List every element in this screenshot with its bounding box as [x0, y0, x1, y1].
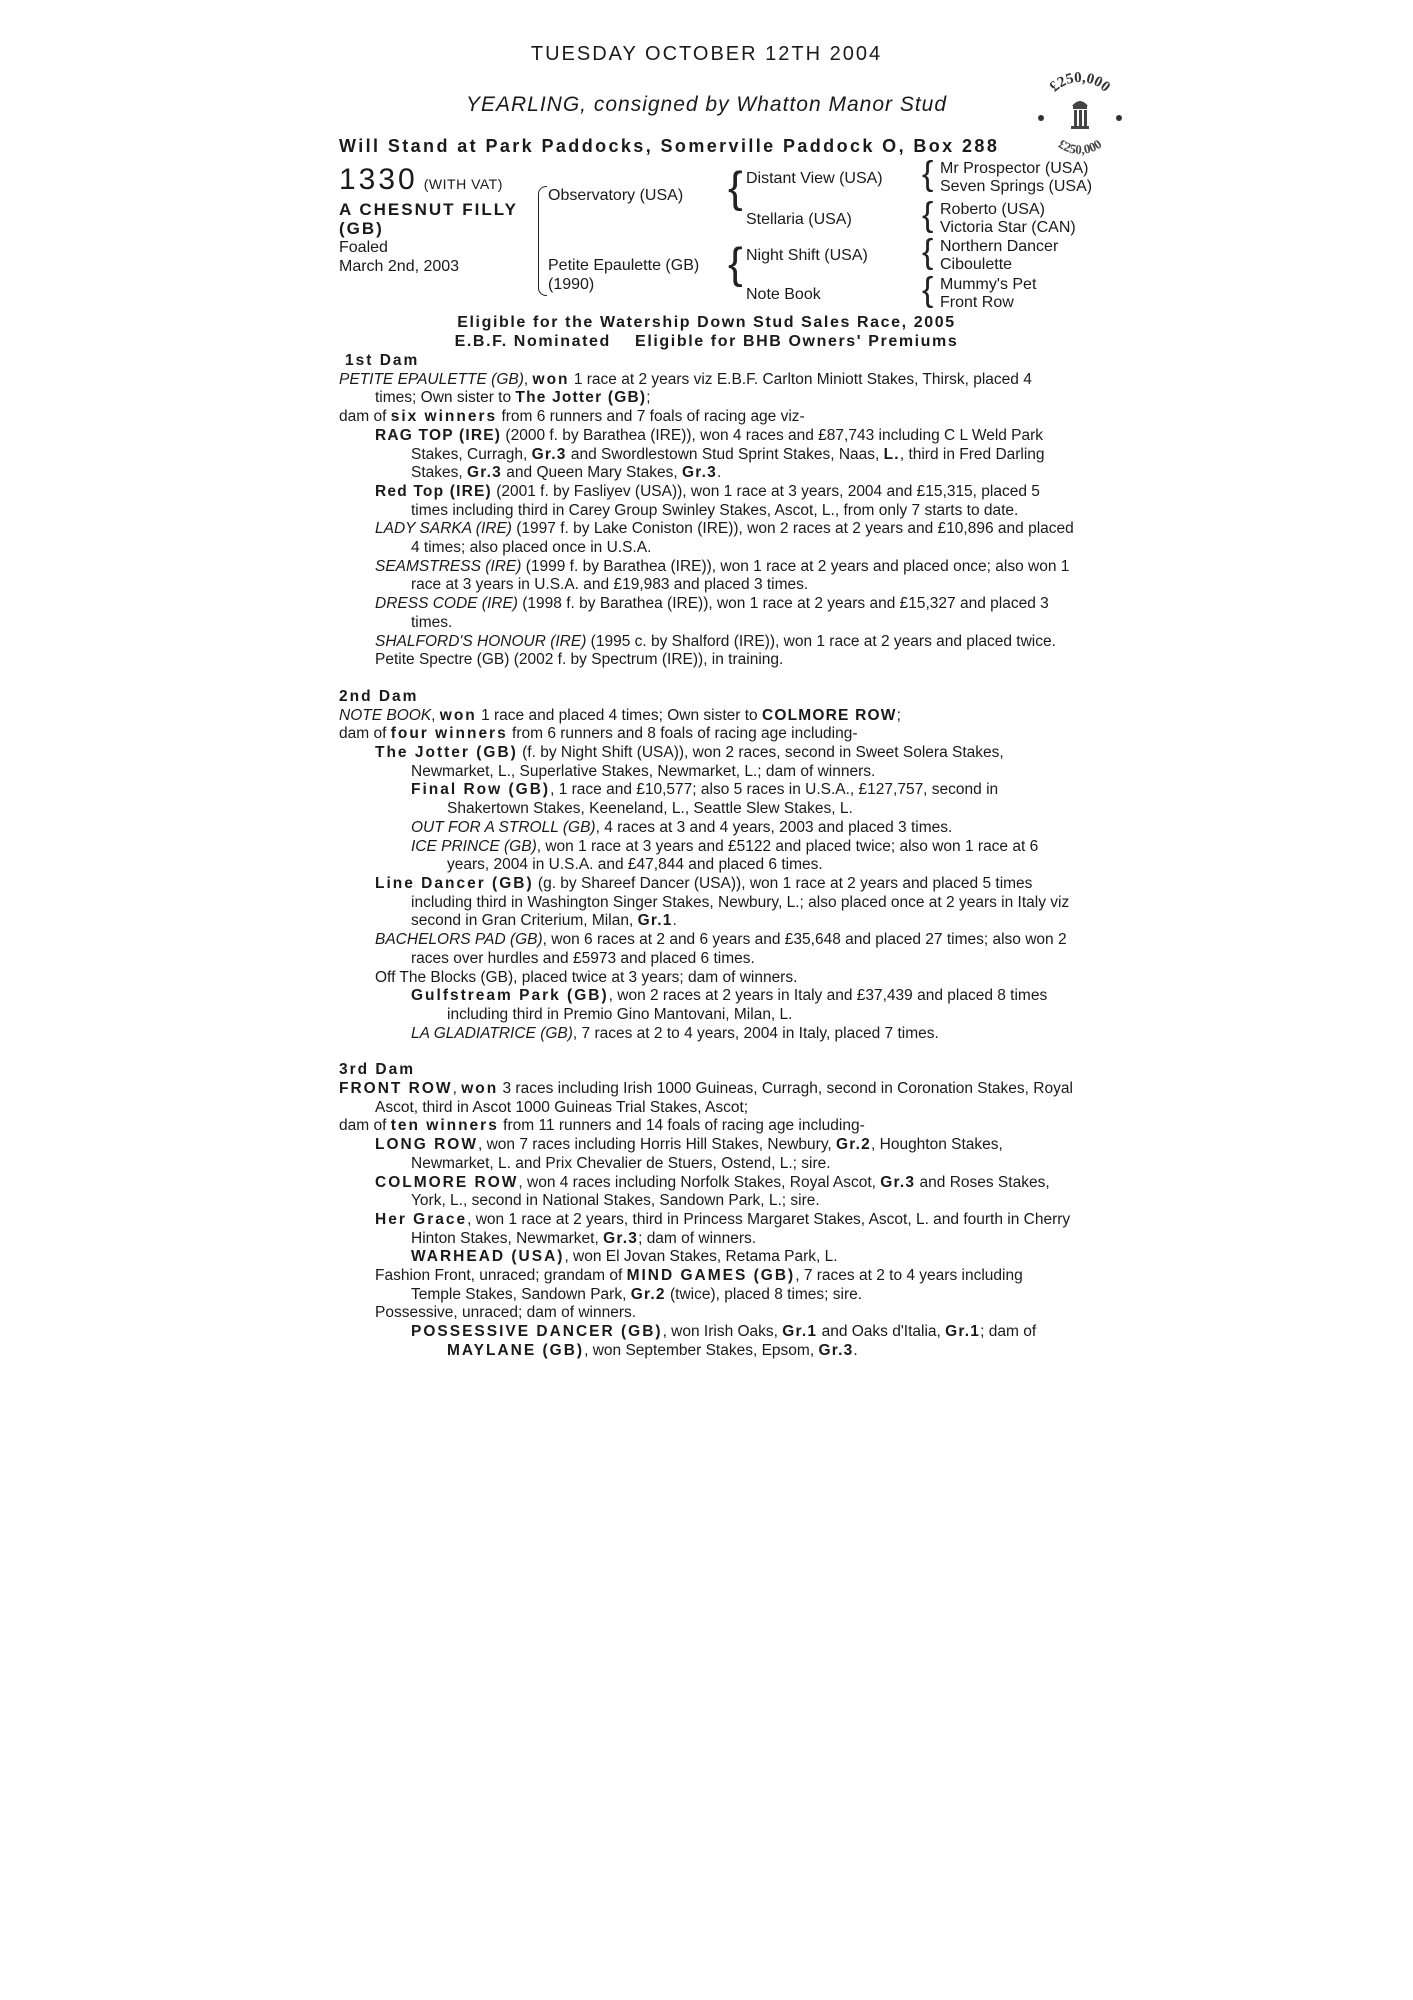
produce-lady-sarka: LADY SARKA (IRE) (1997 f. by Lake Coniston (IRE)), won 2 races at 2 years and £10,896 and placed 4 times; also placed once in U.S.A. [375, 520, 1074, 557]
second-dam-intro: NOTE BOOK, won 1 race and placed 4 times; Own sister to COLMORE ROW; [339, 706, 901, 724]
pedigree-brace-g4: { [922, 271, 934, 309]
produce-dress-code: DRESS CODE (IRE) (1998 f. by Barathea (IRE)), won 1 race at 2 years and £15,327 and placed 3 times. [375, 595, 1049, 631]
svg-text:£250,000: £250,000 [1046, 69, 1114, 96]
pedigree-ggp-4: Victoria Star (CAN) [940, 219, 1076, 236]
horse-origin: (GB) [339, 219, 384, 238]
produce-out-for-a-stroll: OUT FOR A STROLL (GB), 4 races at 3 and 4 years, 2003 and placed 3 times. [411, 818, 953, 836]
svg-text:£250,000: £250,000 [1055, 136, 1105, 156]
produce-la-gladiatrice: LA GLADIATRICE (GB), 7 races at 2 to 4 years, 2004 in Italy, placed 7 times. [411, 1024, 939, 1042]
produce-red-top: Red Top (IRE) (2001 f. by Fasliyev (USA)), won 1 race at 3 years, 2004 and £15,315, placed 5 times including third in Carey Group Swinley Stakes, Ascot, L., from only 7 starts to date. [375, 482, 1040, 519]
lot-number-line [339, 163, 503, 197]
consignor-line: YEARLING, consigned by Whatton Manor Stud [465, 93, 948, 116]
pedigree-sire-dam: Stellaria (USA) [746, 211, 852, 228]
pedigree-ggp-6: Ciboulette [940, 256, 1013, 273]
pedigree-brace-g1: { [922, 155, 934, 193]
pedigree-ggp-7: Mummy's Pet [940, 276, 1037, 293]
first-dam-heading: 1st Dam [345, 352, 420, 369]
pedigree-ggp-8: Front Row [940, 294, 1014, 311]
produce-her-grace: Her Grace, won 1 race at 2 years, third in Princess Margaret Stakes, Ascot, L. and fourth in Cherry Hinton Stakes, Newmarket, Gr.3; dam of winners. [375, 1210, 1071, 1247]
first-dam-section [339, 352, 1074, 1361]
vat-note: (WITH VAT) [423, 176, 503, 192]
produce-bachelors-pad: BACHELORS PAD (GB), won 6 races at 2 and 6 years and £35,648 and placed 27 times; also won 2 races over hurdles and £5973 and placed 6 times. [375, 931, 1067, 967]
second-dam-heading: 2nd Dam [339, 687, 419, 705]
produce-off-the-blocks: Off The Blocks (GB), placed twice at 3 years; dam of winners. [375, 968, 798, 986]
produce-warhead: WARHEAD (USA), won El Jovan Stakes, Retama Park, L. [411, 1248, 838, 1266]
pedigree-brace-main [538, 186, 547, 296]
third-dam-heading: 3rd Dam [339, 1061, 416, 1079]
foaled-date: March 2nd, 2003 [339, 258, 460, 275]
pedigree-ggp-2: Seven Springs (USA) [940, 178, 1093, 195]
pedigree-dam: Petite Epaulette (GB) [548, 257, 700, 274]
foaled-label: Foaled [339, 239, 388, 256]
pedigree-dam-year: (1990) [548, 276, 595, 293]
pedigree-sire-sire: Distant View (USA) [746, 170, 883, 187]
eligibility-ebf: E.B.F. Nominated Eligible for BHB Owners' Premiums [454, 333, 959, 350]
pedigree-brace-dam: { [728, 239, 743, 288]
produce-shalfords-honour: SHALFORD'S HONOUR (IRE) (1995 c. by Shalford (IRE)), won 1 race at 2 years and placed twice. [375, 632, 1056, 650]
pedigree-ggp-5: Northern Dancer [940, 238, 1059, 255]
produce-final-row: Final Row (GB), 1 race and £10,577; also 5 races in U.S.A., £127,757, second in Shakertown Stakes, Keeneland, L., Seattle Slew Stakes, L. [411, 781, 999, 818]
produce-seamstress: SEAMSTRESS (IRE) (1999 f. by Barathea (IRE)), won 1 race at 2 years and placed once; also won 1 race at 3 years in U.S.A. and £19,983 and placed 3 times. [375, 557, 1070, 594]
produce-gulfstream-park: Gulfstream Park (GB), won 2 races at 2 years in Italy and £37,439 and placed 8 times including third in Premio Gino Mantovani, Milan, L. [411, 987, 1048, 1023]
produce-ice-prince: ICE PRINCE (GB), won 1 race at 3 years and £5122 and placed twice; also won 1 race at 6 years, 2004 in U.S.A. and £47,844 and placed 6 times. [411, 837, 1039, 874]
produce-possessive-dancer: POSSESSIVE DANCER (GB), won Irish Oaks, Gr.1 and Oaks d'Italia, Gr.1; dam of MAYLANE (GB), won September Stakes, Epsom, Gr.3. [411, 1323, 1037, 1359]
third-dam-produce-summary: dam of ten winners from 11 runners and 14 foals of racing age including- [339, 1117, 865, 1135]
pedigree-ggp-1: Mr Prospector (USA) [940, 160, 1089, 177]
produce-rag-top: RAG TOP (IRE) (2000 f. by Barathea (IRE)), won 4 races and £87,743 including C L Weld Park Stakes, Curragh, Gr.3 and Swordlestown Stud Sprint Stakes, Naas, L., third in Fred Darling Stakes, Gr.3 and Queen Mary Stakes, Gr.3. [375, 426, 1045, 482]
produce-colmore-row: COLMORE ROW, won 4 races including Norfolk Stakes, Royal Ascot, Gr.3 and Roses Stakes, York, L., second in National Stakes, Sandown Park, L.; sire. [375, 1173, 1050, 1210]
produce-line-dancer: Line Dancer (GB) (g. by Shareef Dancer (USA)), won 1 race at 2 years and placed 5 times including third in Washington Singer Stakes, Newbury, L.; also placed once at 2 years in Italy viz second in Gran Criterium, Milan, Gr.1. [375, 874, 1070, 930]
produce-the-jotter: The Jotter (GB) (f. by Night Shift (USA)), won 2 races, second in Sweet Solera Stakes, Newmarket, L., Superlative Stakes, Newmarket, L.; dam of winners. [375, 744, 1004, 780]
pedigree-sire: Observatory (USA) [548, 187, 684, 204]
horse-description [339, 200, 518, 238]
horse-sex-colour: A CHESNUT FILLY [339, 200, 518, 219]
foaling-info [339, 238, 459, 276]
produce-petite-spectre: Petite Spectre (GB) (2002 f. by Spectrum (IRE)), in training. [375, 651, 784, 669]
pedigree-dam-dam: Note Book [746, 286, 821, 303]
eligibility-sales-race: Eligible for the Watership Down Stud Sales Race, 2005 [457, 314, 956, 331]
sale-date: TUESDAY OCTOBER 12TH 2004 [530, 43, 883, 65]
pedigree-brace-g2: { [922, 196, 934, 234]
price-seal-logo [1030, 66, 1130, 156]
pedigree-brace-sire: { [728, 163, 743, 212]
pedigree-brace-g3: { [922, 233, 934, 271]
produce-possessive: Possessive, unraced; dam of winners. [375, 1304, 637, 1322]
first-dam-produce-summary: dam of six winners from 6 runners and 7 foals of racing age viz- [339, 408, 805, 426]
pedigree-ggp-3: Roberto (USA) [940, 201, 1045, 218]
first-dam-intro: PETITE EPAULETTE (GB), won 1 race at 2 years viz E.B.F. Carlton Miniott Stakes, Thirsk, placed 4 times; Own sister to The Jotter (GB); [339, 370, 1032, 407]
produce-fashion-front: Fashion Front, unraced; grandam of MIND GAMES (GB), 7 races at 2 to 4 years including Temple Stakes, Sandown Park, Gr.2 (twice), placed 8 times; sire. [375, 1267, 1023, 1303]
produce-long-row: LONG ROW, won 7 races including Horris Hill Stakes, Newbury, Gr.2, Houghton Stakes, Newmarket, L. and Prix Chevalier de Stuers, Ostend, L.; sire. [375, 1136, 1003, 1172]
second-dam-produce-summary: dam of four winners from 6 runners and 8 foals of racing age including- [339, 725, 858, 743]
pedigree-dam-sire: Night Shift (USA) [746, 247, 868, 264]
stabling-location: Will Stand at Park Paddocks, Somerville Paddock O, Box 288 [339, 136, 1000, 156]
lot-number: 1330 [339, 163, 418, 196]
third-dam-intro: FRONT ROW, won 3 races including Irish 1000 Guineas, Curragh, second in Coronation Stakes, Royal Ascot, third in Ascot 1000 Guineas Trial Stakes, Ascot; [339, 1080, 1073, 1116]
